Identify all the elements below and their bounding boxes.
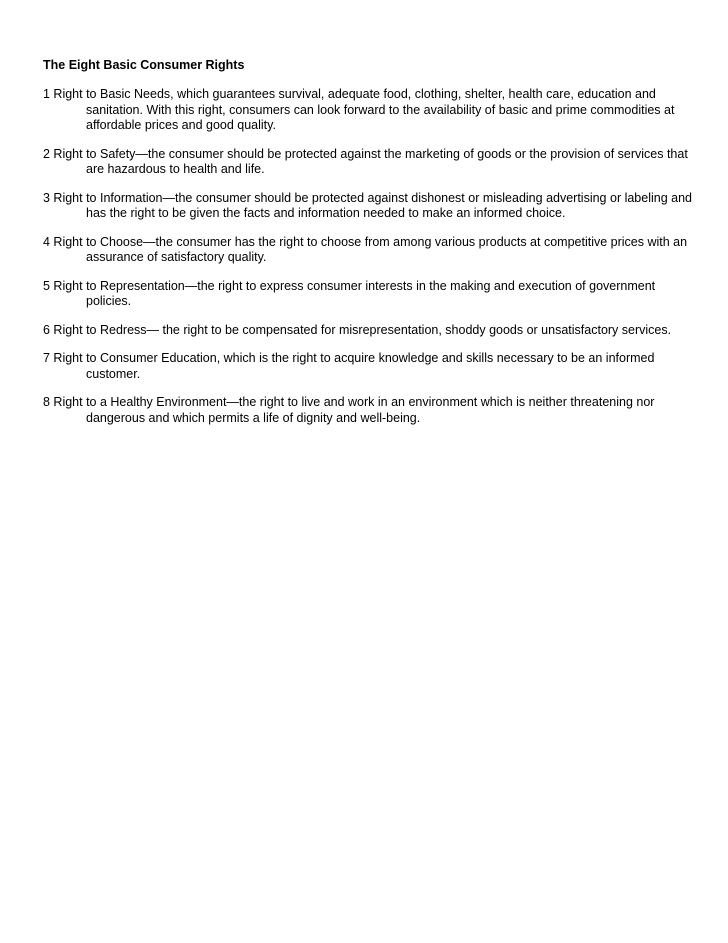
right-item-safety: 2 Right to Safety—the consumer should be protected against the marketing of goods or the provision of services that are hazardous to health and life. xyxy=(43,146,688,176)
right-item-choose: 4 Right to Choose—the consumer has the right to choose from among various products at competitive prices with an assurance of satisfactory quality. xyxy=(43,234,688,264)
right-item-information: 3 Right to Information—the consumer should be protected against dishonest or misleading advertising or labeling and has the right to be given the facts and information needed to make an informed choice. xyxy=(43,190,692,220)
document-title: The Eight Basic Consumer Rights xyxy=(43,58,245,72)
right-item-healthy-environment: 8 Right to a Healthy Environment—the right to live and work in an environment which is neither threatening nor dangerous and which permits a life of dignity and well-being. xyxy=(43,395,655,425)
consumer-rights-list xyxy=(43,87,693,439)
right-item-basic-needs: 1 Right to Basic Needs, which guarantees survival, adequate food, clothing, shelter, health care, education and sanitation. With this right, consumers can look forward to the availability of basic and prime commodities at affordable prices and good quality. xyxy=(43,87,675,132)
right-item-consumer-education: 7 Right to Consumer Education, which is the right to acquire knowledge and skills necessary to be an informed customer. xyxy=(43,351,655,381)
right-item-representation: 5 Right to Representation—the right to express consumer interests in the making and execution of government policies. xyxy=(43,278,656,308)
right-item-redress: 6 Right to Redress— the right to be compensated for misrepresentation, shoddy goods or unsatisfactory services. xyxy=(43,322,672,337)
